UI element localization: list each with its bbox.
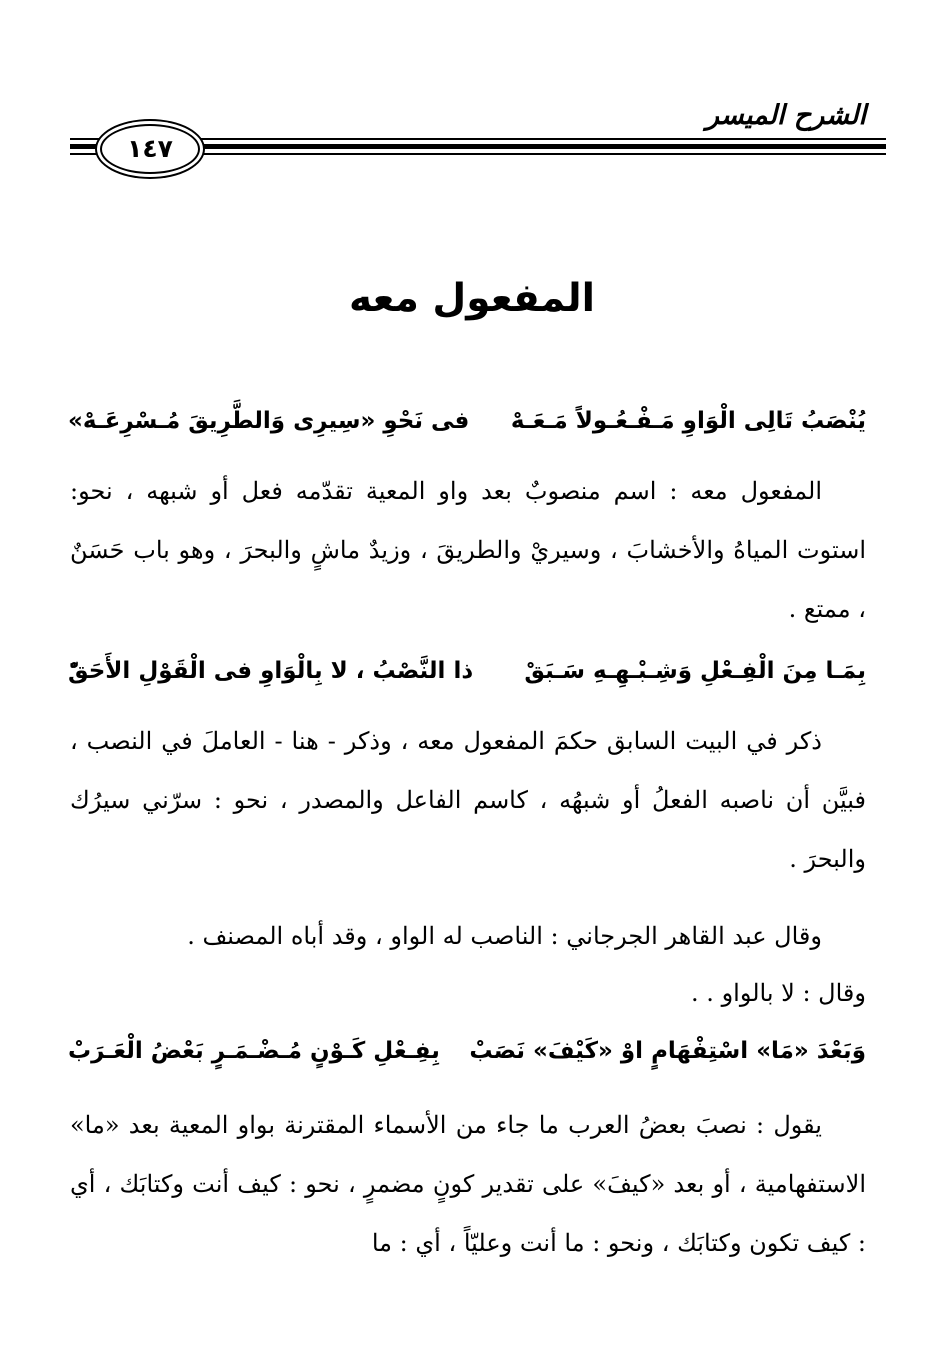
- verse-line: [68, 1038, 866, 1064]
- verse-hemistich-right: وَبَعْدَ «مَا» اسْتِفْهَامٍ اوْ «كَيْفَ» نَصَبْ: [469, 1038, 866, 1064]
- verse-hemistich-right: بِمَـا مِنَ الْفِـعْلِ وَشِـبْـهِـهِ سَـبَقْ: [524, 658, 866, 684]
- running-title: الشرح الميسر: [705, 100, 866, 131]
- page-number-oval: [100, 124, 200, 174]
- paragraph: يقول : نصبَ بعضُ العرب ما جاء من الأسماء المقترنة بواو المعية بعد «ما» الاستفهامية ، أو بعد «كيفَ» على تقدير كونٍ مضمرٍ ، نحو : كيف أنت وكتابَك ، أي : كيف تكون وكتابَك ، ونحو : ما أنت وعليّاً ، أي : ما: [70, 1111, 866, 1257]
- paragraph: وقال : لا بالواو . .: [691, 979, 866, 1007]
- verse-hemistich-left: ذا النَّصْبُ ، لا بِالْوَاوِ فى الْقَوْلِ الأَحَقّْ: [68, 658, 474, 684]
- page-number: ١٤٧: [127, 134, 173, 163]
- paragraph: وقال عبد القاهر الجرجاني : الناصب له الواو ، وقد أباه المصنف .: [187, 922, 822, 950]
- verse-line: [68, 408, 866, 434]
- paragraph: ذكر في البيت السابق حكمَ المفعول معه ، وذكر - هنا - العاملَ في النصب ، فبيَّن أن ناصبه الفعلُ أو شبهُه ، كاسم الفاعل والمصدر ، نحو : سرّني سيرُك والبحرَ .: [70, 727, 866, 873]
- chapter-title: المفعول معه: [349, 276, 595, 321]
- verse-hemistich-right: يُنْصَبُ تَالِى الْوَاوِ مَـفْـعُـولاً مَـعَـهْ: [510, 408, 866, 434]
- verse-line: [68, 658, 866, 684]
- paragraph: المفعول معه : اسم منصوبٌ بعد واو المعية تقدّمه فعل أو شبهه ، نحو: استوت المياهُ والأخشابَ ، وسيريْ والطريقَ ، وزيدٌ ماشٍ والبحرَ ، وهو باب حَسَنٌ ، ممتع .: [70, 477, 866, 623]
- verse-hemistich-left: بِفِـعْلِ كَـوْنٍ مُـضْـمَـرٍ بَعْضُ الْعَـرَبْ: [68, 1038, 440, 1064]
- verse-hemistich-left: فى نَحْوِ «سِيرِى وَالطَّرِيقَ مُـسْرِعَـهْ»: [68, 408, 470, 434]
